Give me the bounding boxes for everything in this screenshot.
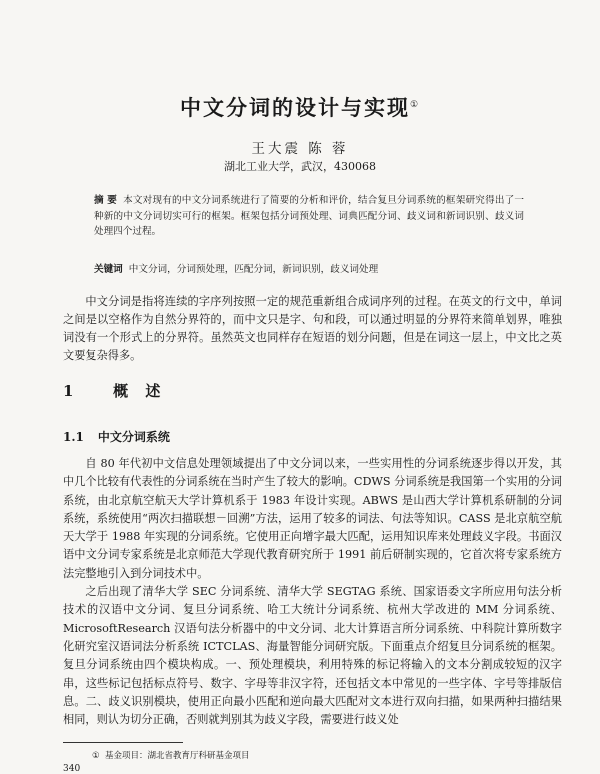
body-paragraph-2: 之后出现了清华大学 SEC 分词系统、清华大学 SEGTAG 系统、国家语委文字所应用句法分析技术的汉语中文分词、复旦分词系统、哈工大统计分词系统、杭州大学改进的 MM 分词系统、MicrosoftResearch 汉语句法分析器中的中文分词、北大计算语言所分词系统、中科院计算所数字化研究室汉语词法分析系统 ICTCLAS、海量智能分词研究版。下面重点介绍复旦分词系统的框架。复旦分词系统由四个模块构成。一、预处理模块，利用特殊的标记将输入的文本分割成较短的汉字串，这些标记包括标点符号、数字、字母等非汉字符，还包括文本中常见的一些字体、字号等排版信息。二、歧义识别模块，使用正向最小匹配和逆向最大匹配对文本进行双向扫描，如果两种扫描结果相同，则认为切分正确，否则就判别其为歧义字段，需要进行歧义处 (63, 585, 562, 727)
abstract (94, 193, 524, 240)
affiliation: 湖北工业大学，武汉，430068 (224, 160, 376, 173)
authors: 王大震 陈 蓉 (251, 141, 349, 157)
subsection-title: 中文分词系统 (97, 430, 170, 444)
footnote-divider (63, 742, 183, 743)
section-heading-1 (63, 380, 166, 401)
body-paragraph-1: 自 80 年代初中文信息处理领域提出了中文分词以来，一些实用性的分词系统逐步得以开发，其中几个比较有代表性的分词系统在当时产生了较大的影响。CDWS 分词系统是我国第一个实用的分词系统，由北京航空航天大学计算机系于 1983 年设计实现。ABWS 是山西大学计算机系研制的分词系统，系统使用“两次扫描联想－回溯”方法，运用了较多的词法、句法等知识。CASS 是北京航空航天大学于 1988 年实现的分词系统。它使用正向增字最大匹配，运用知识库来处理歧义字段。书面汉语中文分词专家系统是北京师范大学现代教育研究所于 1991 前后研制实现的，它首次将专家系统方法完整地引入到分词技术中。 (63, 457, 562, 580)
keywords (94, 262, 524, 277)
subsection-number: 1.1 (63, 430, 84, 444)
title-footnote-mark: ① (409, 100, 421, 110)
section-title: 概 述 (113, 382, 167, 400)
footnote-text: 基金项目：湖北省教育厅科研基金项目 (105, 751, 250, 761)
footnote-mark: ① (92, 751, 100, 761)
section-body (63, 455, 562, 729)
page-number: 340 (63, 764, 81, 774)
paper-title (0, 92, 600, 122)
introduction (63, 293, 562, 365)
section-number: 1 (63, 382, 80, 400)
abstract-label: 摘 要 (94, 195, 118, 206)
footnote (92, 749, 250, 761)
intro-paragraph: 中文分词是指将连续的字序列按照一定的规范重新组合成词序列的过程。在英文的行文中，单词之间是以空格作为自然分界符的，而中文只是字、句和段，可以通过明显的分界符来简单划界，唯独词没有一个形式上的分界符。虽然英文也同样存在短语的划分问题，但是在词这一层上，中文比之英文要复杂得多。 (63, 295, 562, 362)
keywords-text: 中文分词，分词预处理，匹配分词，新词识别，歧义词处理 (128, 264, 379, 275)
title-text: 中文分词的设计与实现 (179, 95, 410, 120)
abstract-text: 本文对现有的中文分词系统进行了简要的分析和评价，结合复旦分词系统的框架研究得出了一种新的中文分词切实可行的框架。框架包括分词预处理、词典匹配分词、歧义词和新词识别、歧义词处理四个过程。 (94, 195, 525, 237)
subsection-heading-1-1 (63, 428, 170, 445)
keywords-label: 关键词 (94, 264, 123, 275)
